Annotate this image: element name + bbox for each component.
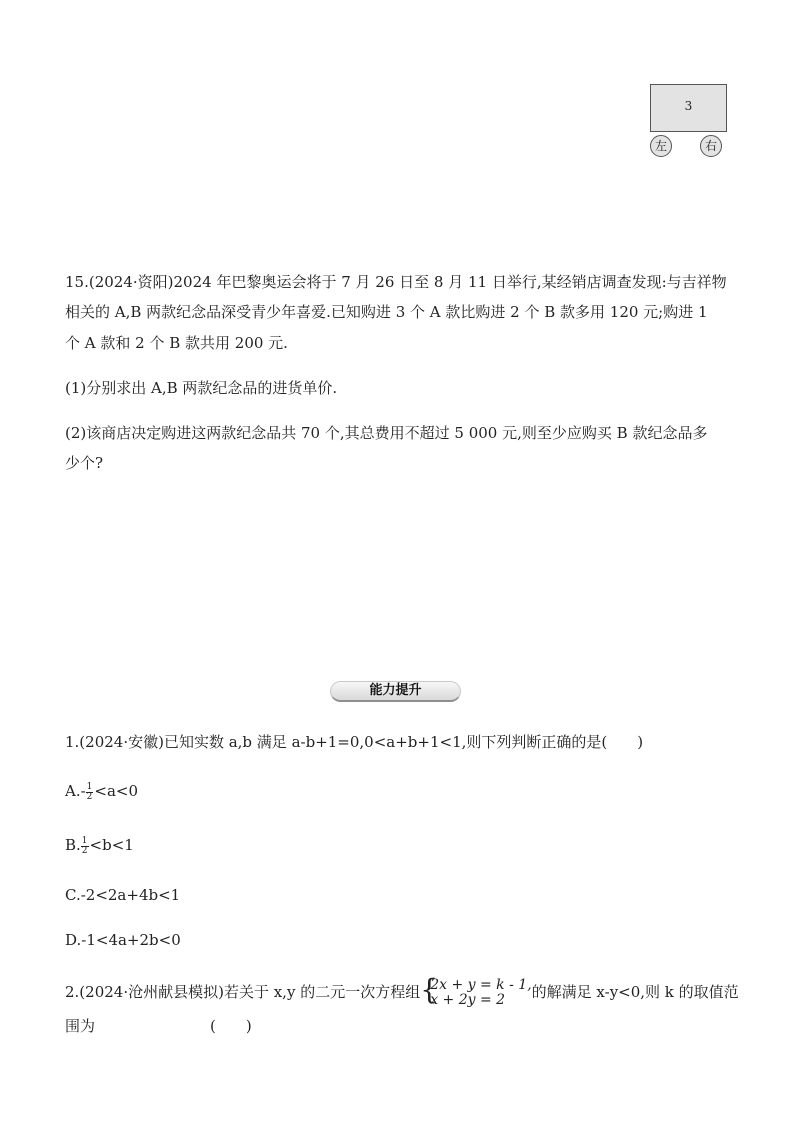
q1-option-b-suffix: <b<1: [89, 836, 134, 854]
equation-2: x + 2y = 2: [430, 992, 506, 1008]
fraction-one-half: [81, 837, 89, 856]
q2-stem-line1: [65, 973, 739, 1008]
fraction-numerator: 1: [81, 835, 88, 846]
fraction-numerator: 1: [86, 781, 93, 792]
q15-part2-line1: (2)该商店决定购进这两款纪念品共 70 个,其总费用不超过 5 000 元,则至少应购买 B 款纪念品多: [65, 424, 708, 442]
q15-stem-line2: 相关的 A,B 两款纪念品深受青少年喜爱.已知购进 3 个 A 款比购进 2 个 B 款多用 120 元;购进 1: [65, 303, 708, 321]
fraction-denominator: 2: [86, 791, 93, 802]
q1-option-a: [65, 781, 138, 802]
equation-1: 2x + y = k - 1,: [430, 977, 532, 993]
q1-option-a-suffix: <a<0: [94, 782, 139, 800]
cart-wheel-left: 左: [650, 135, 672, 157]
q15-stem-line3: 个 A 款和 2 个 B 款共用 200 元.: [65, 334, 288, 352]
section-heading: 能力提升: [369, 683, 422, 698]
fraction-denominator: 2: [81, 845, 88, 856]
q1-stem: 1.(2024·安徽)已知实数 a,b 满足 a-b+1=0,0<a+b+1<1,则下列判断正确的是( ): [65, 733, 644, 751]
fraction-one-half: [86, 783, 94, 802]
q2-stem-line2: [65, 1016, 252, 1036]
q1-option-d: D.-1<4a+2b<0: [65, 931, 181, 949]
q1-option-c: C.-2<2a+4b<1: [65, 886, 181, 904]
q1-option-b: [65, 835, 134, 856]
q15-part2-line2: 少个?: [65, 454, 104, 472]
q1-option-a-prefix: A.-: [65, 782, 86, 800]
cart-box-number: 3: [684, 99, 693, 113]
equation-system: [420, 973, 532, 1008]
q1-option-b-prefix: B.: [65, 836, 81, 854]
q15-part1: (1)分别求出 A,B 两款纪念品的进货单价.: [65, 379, 338, 397]
q15-stem-line1: 15.(2024·资阳)2024 年巴黎奥运会将于 7 月 26 日至 8 月 11 日举行,某经销店调查发现:与吉祥物: [65, 273, 727, 291]
q2-stem-prefix: 2.(2024·沧州献县模拟)若关于 x,y 的二元一次方程组: [65, 983, 421, 1001]
q2-answer-bracket: ( ): [210, 1017, 252, 1035]
left-brace-icon: {: [420, 973, 439, 1006]
q2-stem-line2-text: 围为: [65, 1017, 96, 1035]
cart-wheel-right: 右: [700, 135, 722, 157]
q2-stem-suffix: 的解满足 x-y<0,则 k 的取值范: [531, 983, 739, 1001]
